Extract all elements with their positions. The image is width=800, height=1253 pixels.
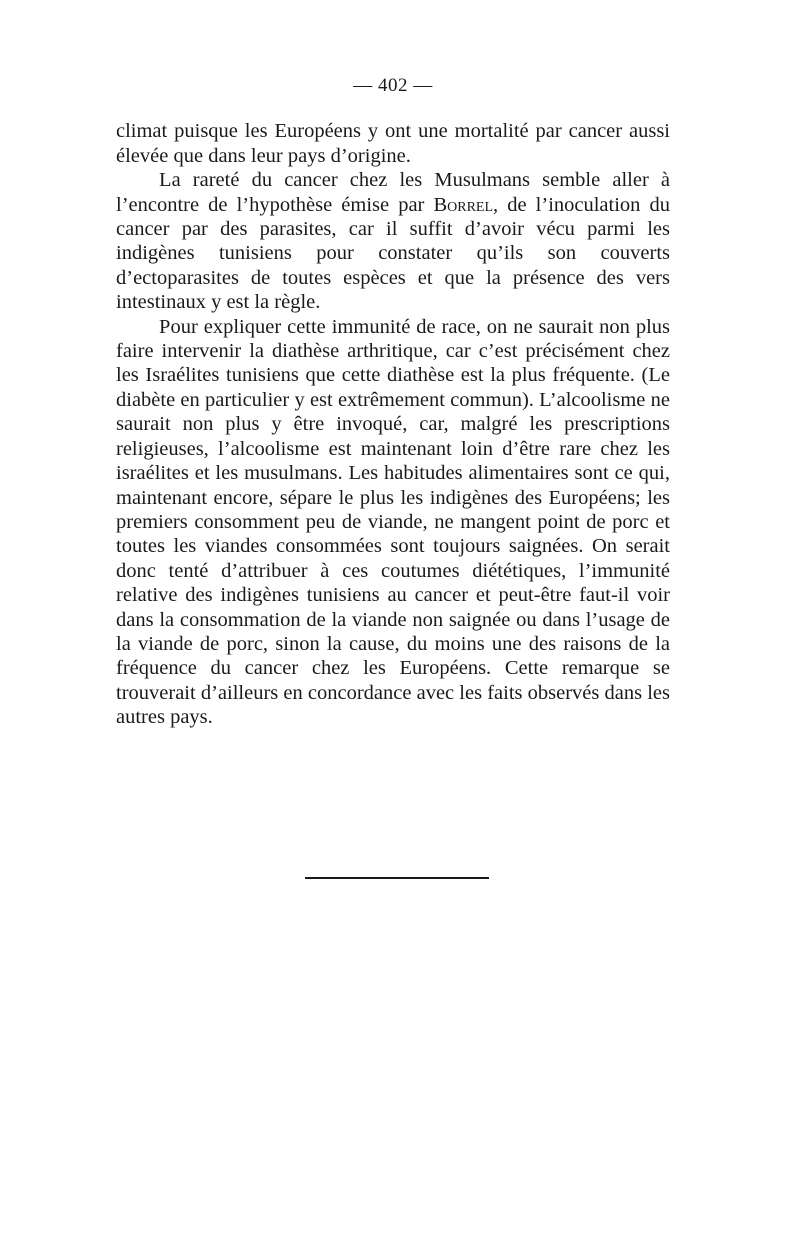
document-page — [116, 74, 670, 730]
paragraph-1: climat puisque les Européens y ont une mortalité par cancer aussi élevée que dans leur pays d’origine. — [116, 120, 670, 167]
author-name: Borrel — [433, 193, 494, 216]
paragraph-2-after: , de l’inoculation du cancer par des parasites, car il suffit d’avoir vécu parmi les indigènes tunisiens pour constater qu’ils son couverts d’ectoparasites de toutes espèces et que la présence des vers intestinaux y est la règle. — [116, 193, 671, 314]
paragraph-3: Pour expliquer cette immunité de race, on ne saurait non plus faire intervenir la diathèse arthritique, car c’est précisément chez les Israélites tunisiens que cette diathèse est la plus fréquente. (Le diabète en particulier y est extrêmement commun). L’alcoolisme ne saurait non plus y être invoqué, car, malgré les prescriptions religieuses, l’alcoolisme est maintenant loin d’être rare chez les israélites et les musulmans. Les habitudes alimentaires sont ce qui, maintenant encore, sépare le plus les indigènes des Européens; les premiers consomment peu de viande, ne mangent point de porc et toutes les viandes consommées sont toujours saignées. On serait donc tenté d’attribuer à ces coutumes diététiques, l’immunité relative des indigènes tunisiens au cancer et peut-être faut-il voir dans la consommation de la viande non saignée ou dans l’usage de la viande de porc, sinon la cause, du moins une des raisons de la fréquence du cancer chez les Européens. Cette remarque se trouverait d’ailleurs en concordance avec les faits observés dans les autres pays. — [116, 315, 670, 729]
paragraph-2-before: La rareté du cancer chez les Musulmans semble aller à l’encontre de l’hypothèse émise par — [116, 169, 670, 216]
section-end-rule — [305, 877, 489, 879]
paragraph-2 — [116, 168, 670, 314]
page-number: — 402 — — [353, 75, 433, 96]
